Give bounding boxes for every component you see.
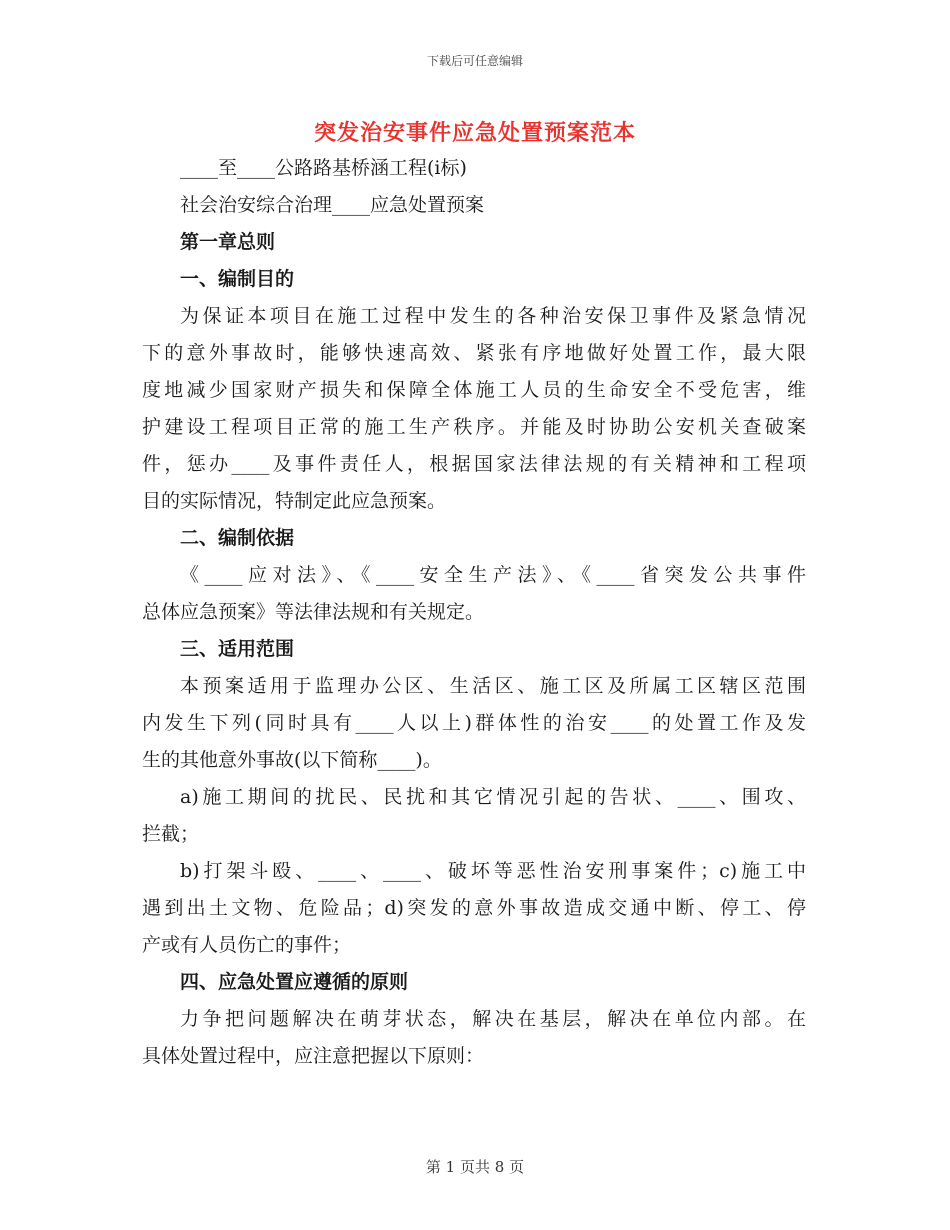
paragraph-line: 目的实际情况，特制定此应急预案。 — [142, 490, 447, 512]
paragraph-line: 《____应对法》、《____安全生产法》、《____省突发公共事件 — [180, 564, 806, 586]
section-heading-scope: 三、适用范围 — [180, 638, 295, 660]
paragraph-line: 件，惩办____及事件责任人，根据国家法律法规的有关精神和工程项 — [142, 453, 806, 475]
paragraph-line: 护建设工程项目正常的施工生产秩序。并能及时协助公安机关查破案 — [142, 416, 806, 438]
paragraph-line: 遇到出土文物、危险品；d)突发的意外事故造成交通中断、停工、停 — [142, 897, 806, 919]
paragraph-line: 拦截； — [142, 823, 200, 845]
plan-name-line: 社会治安综合治理____应急处置预案 — [180, 194, 485, 216]
paragraph-line: 度地减少国家财产损失和保障全体施工人员的生命安全不受危害，维 — [142, 379, 806, 401]
list-item-a: a)施工期间的扰民、民扰和其它情况引起的告状、____、围攻、 — [180, 786, 806, 808]
document-body — [142, 150, 806, 1075]
paragraph-line: 生的其他意外事故(以下简称____)。 — [142, 749, 442, 771]
paragraph-line: 内发生下列(同时具有____人以上)群体性的治安____的处置工作及发 — [142, 712, 806, 734]
section-heading-purpose: 一、编制目的 — [180, 268, 295, 290]
paragraph-line: 力争把问题解决在萌芽状态，解决在基层，解决在单位内部。在 — [180, 1008, 806, 1030]
paragraph-line: 为保证本项目在施工过程中发生的各种治安保卫事件及紧急情况 — [180, 305, 806, 327]
paragraph-line: 产或有人员伤亡的事件； — [142, 934, 352, 956]
paragraph-line: 具体处置过程中，应注意把握以下原则： — [142, 1045, 485, 1067]
paragraph-line: 本预案适用于监理办公区、生活区、施工区及所属工区辖区范围 — [180, 675, 806, 697]
section-heading-principles: 四、应急处置应遵循的原则 — [180, 971, 409, 993]
paragraph-line: 下的意外事故时，能够快速高效、紧张有序地做好处置工作，最大限 — [142, 342, 806, 364]
document-title: 突发治安事件应急处置预案范本 — [313, 120, 636, 146]
project-line: ____至____公路路基桥涵工程(i标) — [180, 157, 467, 179]
section-heading-basis: 二、编制依据 — [180, 527, 295, 549]
list-item-b: b)打架斗殴、____、____、破坏等恶性治安刑事案件；c)施工中 — [180, 860, 806, 882]
chapter-heading: 第一章总则 — [180, 231, 276, 253]
header-note: 下载后可任意编辑 — [426, 54, 523, 68]
page-number: 第 1 页共 8 页 — [425, 1158, 525, 1176]
paragraph-line: 总体应急预案》等法律法规和有关规定。 — [142, 601, 485, 623]
